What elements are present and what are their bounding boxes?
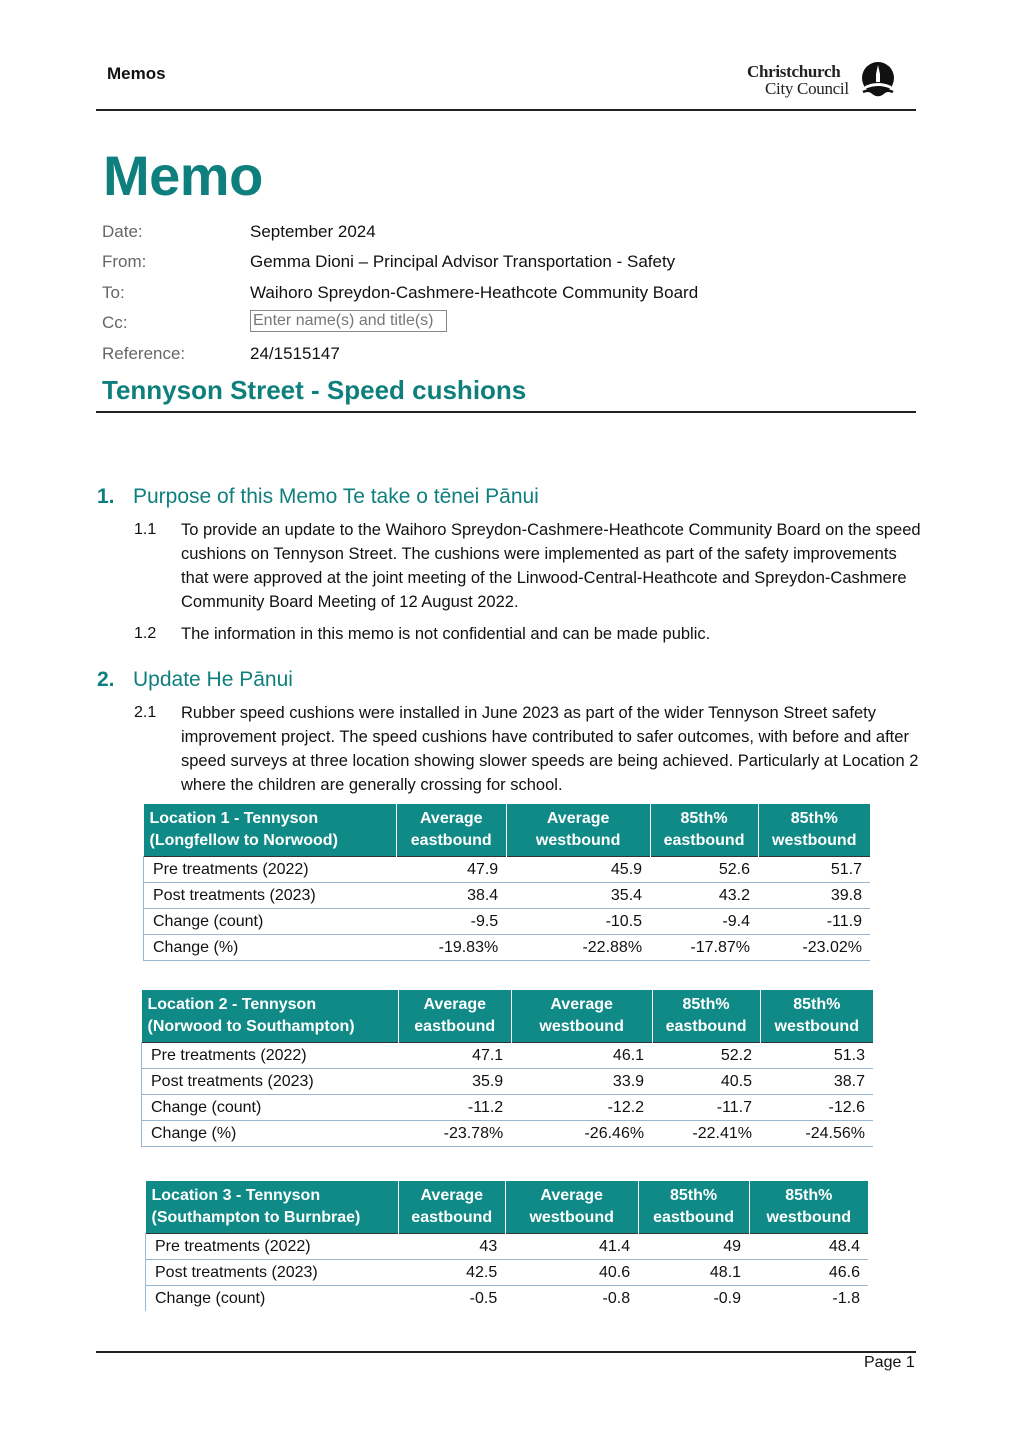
cell: 48.4 [749,1234,868,1260]
table-row [146,1286,869,1312]
logo-line-1: Christchurch [747,62,841,81]
row-label: Post treatments (2023) [144,883,397,909]
row-label: Change (count) [146,1286,399,1312]
table-header-row [146,1181,869,1234]
table-row [144,935,871,961]
cell: -24.56% [760,1121,873,1147]
cell: 33.9 [511,1069,652,1095]
meta-to [102,283,902,309]
row-label: Pre treatments (2022) [144,857,397,883]
table-row [142,1095,874,1121]
paragraph-2-1-number: 2.1 [134,704,157,721]
table-row [146,1260,869,1286]
section-2-title: Update He Pānui [133,668,293,691]
cell: 38.7 [760,1069,873,1095]
speed-table-location-2 [141,990,873,1147]
cell: 45.9 [506,857,650,883]
cell: 51.7 [758,857,870,883]
column-header: Average westbound [506,804,650,857]
cell: -11.7 [652,1095,760,1121]
cell: 39.8 [758,883,870,909]
paragraph-2-1-text: Rubber speed cushions were installed in June 2023 as part of the wider Tennyson Street safety improvement project. The speed cushions have contributed to safer outcomes, with before and after speed surveys at three location showing slower speeds are being achieved. Particularly at Location 2 where the children are generally crossing for school. [181,704,919,794]
cell: 40.5 [652,1069,760,1095]
cell: -19.83% [396,935,506,961]
cell: 43.2 [650,883,758,909]
cell: 47.1 [398,1043,511,1069]
row-label: Change (%) [144,935,397,961]
table-row [144,883,871,909]
cell: -12.2 [511,1095,652,1121]
cell: -26.46% [511,1121,652,1147]
cell: 35.4 [506,883,650,909]
section-1-title: Purpose of this Memo Te take o tēnei Pānui [133,485,539,508]
paragraph-1-2-number: 1.2 [134,625,157,642]
reference-value: 24/1515147 [250,344,340,363]
column-header: 85th% westbound [749,1181,868,1234]
meta-cc [102,313,902,339]
cell: -22.88% [506,935,650,961]
table-row [142,1121,874,1147]
column-header: Average westbound [511,990,652,1043]
meta-reference [102,344,902,370]
table-row [144,857,871,883]
table-row [144,909,871,935]
meta-date [102,222,902,248]
cc-input[interactable] [250,310,447,332]
memo-title: Memo [103,144,263,207]
speed-table-location-1 [143,804,870,961]
date-label: Date: [102,222,143,241]
date-value: September 2024 [250,222,376,241]
paragraph-1-2-text: The information in this memo is not confidential and can be made public. [181,625,711,643]
cell: 46.1 [511,1043,652,1069]
cell: -0.8 [602,1290,631,1307]
column-header: Average eastbound [398,990,511,1043]
cell: 52.2 [652,1043,760,1069]
reference-label: Reference: [102,344,186,363]
from-value: Gemma Dioni – Principal Advisor Transportation - Safety [250,252,676,271]
cell: 49 [638,1234,749,1260]
table-header-row [144,804,871,857]
paragraph-1-1-number: 1.1 [134,521,157,538]
to-label: To: [102,283,125,302]
cell: -23.02% [758,935,870,961]
row-label: Post treatments (2023) [146,1260,399,1286]
table-row [142,1043,874,1069]
table-row [142,1069,874,1095]
table-header-row [142,990,874,1043]
column-header: 85th% eastbound [652,990,760,1043]
column-header: Average eastbound [398,1181,505,1234]
row-label: Change (count) [142,1095,399,1121]
cc-label: Cc: [102,313,128,332]
cell: -23.78% [398,1121,511,1147]
location-header: Location 1 - Tennyson (Longfellow to Norwood) [144,804,397,857]
cell: -0.9 [713,1290,742,1307]
from-label: From: [102,252,147,271]
meta-from [102,252,902,278]
cell: 41.4 [505,1234,638,1260]
column-header: 85th% eastbound [638,1181,749,1234]
column-header: 85th% eastbound [650,804,758,857]
speed-table-location-3 [145,1181,868,1311]
header-rule [96,109,916,111]
cell: 35.9 [398,1069,511,1095]
cell: -9.5 [396,909,506,935]
cell: 40.6 [505,1260,638,1286]
cell: 38.4 [396,883,506,909]
location-header: Location 2 - Tennyson (Norwood to Southampton) [142,990,399,1043]
cell: -0.5 [469,1290,498,1307]
row-label: Post treatments (2023) [142,1069,399,1095]
table-row [146,1234,869,1260]
section-1-number: 1. [97,485,115,508]
cell: -9.4 [650,909,758,935]
cell: -11.9 [758,909,870,935]
section-2-number: 2. [97,668,115,691]
cell: -11.2 [398,1095,511,1121]
row-label: Change (count) [144,909,397,935]
cell: -10.5 [506,909,650,935]
cell: -1.8 [832,1290,860,1307]
column-header: Average westbound [505,1181,638,1234]
page-number: Page 1 [864,1354,915,1371]
to-value: Waihoro Spreydon-Cashmere-Heathcote Community Board [250,283,699,302]
paragraph-1-1-text: To provide an update to the Waihoro Spreydon-Cashmere-Heathcote Community Board on the speed cushions on Tennyson Street. The cushions were implemented as part of the safety improvements that were approved at the joint meeting of the Linwood-Central-Heathcote and Spreydon-Cashmere Community Board Meeting of 12 August 2022. [181,521,921,611]
footer-rule [96,1351,916,1353]
column-header: 85th% westbound [760,990,873,1043]
row-label: Change (%) [142,1121,399,1147]
cell: 52.6 [650,857,758,883]
cell: 51.3 [760,1043,873,1069]
cell: -12.6 [760,1095,873,1121]
cell: -22.41% [652,1121,760,1147]
header-label: Memos [107,64,166,83]
cell: -17.87% [650,935,758,961]
council-logo [747,62,902,102]
location-header: Location 3 - Tennyson (Southampton to Burnbrae) [146,1181,399,1234]
cell: 42.5 [398,1260,505,1286]
column-header: Average eastbound [396,804,506,857]
cell: 47.9 [396,857,506,883]
title-rule [96,411,916,413]
logo-line-2: City Council [765,79,849,98]
cell: 46.6 [749,1260,868,1286]
row-label: Pre treatments (2022) [146,1234,399,1260]
row-label: Pre treatments (2022) [142,1043,399,1069]
cell: 48.1 [638,1260,749,1286]
cathedral-icon [859,62,897,98]
cell: 43 [398,1234,505,1260]
column-header: 85th% westbound [758,804,870,857]
document-title: Tennyson Street - Speed cushions [102,375,527,405]
